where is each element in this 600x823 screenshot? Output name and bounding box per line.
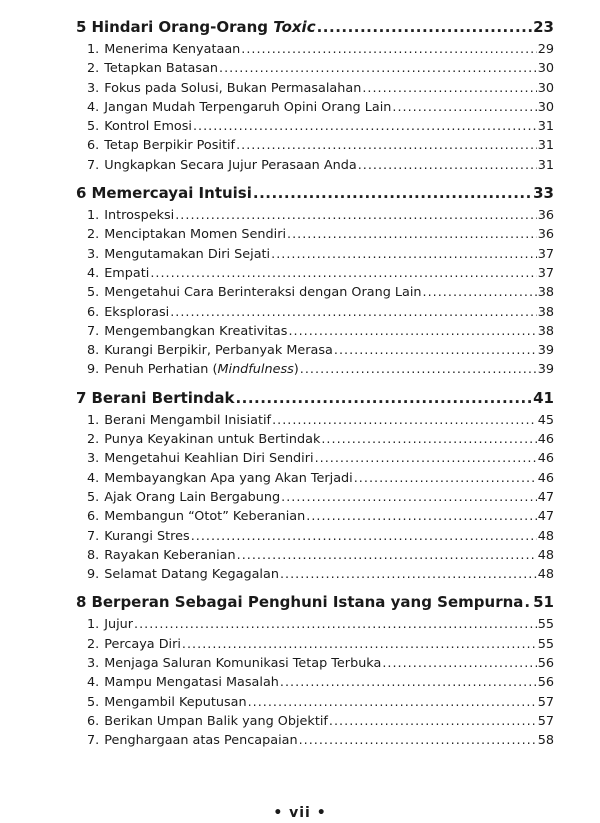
entry-page-number: 37 [537, 265, 554, 281]
entry-number: 5. [87, 285, 100, 301]
entry-title-text: Empati [104, 265, 150, 281]
chapter-number: 7 [76, 388, 87, 407]
entry-title-text: Ajak Orang Lain Bergabung [104, 489, 281, 505]
chapter-section [76, 15, 554, 175]
entry-title-text: Jujur [104, 617, 134, 633]
entry-page-number: 38 [537, 323, 554, 339]
chapter-number: 6 [76, 184, 87, 203]
entry-title [104, 712, 328, 731]
entry-page-number: 29 [537, 42, 554, 57]
dot-leader [334, 341, 537, 360]
dot-leader [329, 712, 537, 731]
toc-entry[interactable] [76, 430, 554, 449]
entry-page-number: 47 [537, 489, 554, 505]
entry-page-number: 56 [537, 675, 554, 691]
dot-leader [358, 156, 537, 175]
toc-entry[interactable] [76, 469, 554, 488]
chapter-number: 5 [76, 18, 87, 36]
dot-leader [392, 98, 536, 117]
toc-entry[interactable] [76, 283, 554, 302]
dot-leader [306, 507, 536, 526]
entry-number: 2. [87, 227, 100, 243]
chapter-section [76, 590, 554, 750]
toc-entry[interactable] [76, 411, 554, 430]
dot-leader [175, 206, 536, 225]
chapter-heading[interactable] [76, 590, 554, 615]
entry-title [104, 673, 279, 692]
entry-page-number: 37 [537, 246, 554, 262]
dot-leader [134, 615, 537, 634]
entry-number: 6. [87, 304, 100, 320]
entry-number: 4. [87, 99, 100, 115]
entry-title [104, 411, 271, 430]
chapter-title [91, 181, 251, 206]
entry-number: 8. [87, 547, 100, 563]
entry-page-number: 55 [537, 617, 554, 633]
toc-entry[interactable] [76, 206, 554, 225]
entry-title-text: Berani Mengambil Inisiatif [104, 412, 272, 428]
chapter-heading[interactable] [76, 386, 554, 411]
entry-page-number: 38 [537, 304, 554, 320]
entry-title-text: Membangun “Otot” Keberanian [104, 509, 306, 525]
toc-entry[interactable] [76, 635, 554, 654]
entry-number: 2. [87, 61, 100, 77]
entry-title [104, 615, 133, 634]
toc-entry[interactable] [76, 40, 554, 59]
entry-page-number: 31 [537, 138, 554, 154]
entry-title-text: Kurangi Stres [104, 528, 190, 544]
entry-page-number: 48 [537, 567, 554, 583]
toc-entry[interactable] [76, 245, 554, 264]
entry-title-text: Tetapkan Batasan [104, 61, 219, 77]
entry-title-text: Kontrol Emosi [104, 119, 192, 135]
entry-title-text: Mengambil Keputusan [104, 694, 247, 710]
toc-entry[interactable] [76, 117, 554, 136]
toc-entry[interactable] [76, 322, 554, 341]
entry-number: 4. [87, 265, 100, 281]
entry-title [104, 635, 181, 654]
dot-leader [193, 117, 537, 136]
entry-number: 1. [87, 412, 100, 428]
toc-entry[interactable] [76, 712, 554, 731]
entry-title [104, 565, 279, 584]
entry-page-number: 46 [537, 432, 554, 448]
entry-title-text: Fokus pada Solusi, Bukan Permasalahan [104, 80, 362, 96]
dot-leader [241, 40, 536, 59]
dot-leader [317, 15, 533, 40]
entry-number: 6. [87, 138, 100, 154]
entry-title [104, 488, 280, 507]
chapter-page-number: 51 [533, 593, 554, 612]
entry-number: 4. [87, 470, 100, 486]
entry-title-emphasis: Mindfulness [217, 362, 294, 378]
entry-title-text: Mengetahui Keahlian Diri Sendiri [104, 451, 314, 467]
entry-title-text: Kurangi Berpikir, Perbanyak Merasa [104, 343, 333, 359]
dot-leader [315, 449, 537, 468]
entry-number: 7. [87, 157, 100, 173]
entry-number: 7. [87, 733, 100, 749]
page-number-footer: • vii • [273, 805, 327, 821]
entry-title-text: Mengembangkan Kreativitas [104, 323, 288, 339]
entry-title-text: Selamat Datang Kegagalan [104, 567, 279, 583]
entry-number: 4. [87, 675, 100, 691]
entry-number: 3. [87, 656, 100, 672]
chapter-number: 8 [76, 593, 87, 612]
entry-title [104, 79, 361, 98]
entry-page-number: 57 [537, 713, 554, 729]
entry-title-text: Menjaga Saluran Komunikasi Tetap Terbuka [104, 656, 382, 672]
dot-leader [288, 322, 536, 341]
toc-entry[interactable] [76, 59, 554, 78]
entry-title-text: Mengetahui Cara Berinteraksi dengan Orang Lain [104, 285, 422, 301]
toc-entry[interactable] [76, 693, 554, 712]
entry-title-text: Punya Keyakinan untuk Bertindak [104, 432, 321, 448]
dot-leader [235, 386, 532, 411]
entry-title-text: Menerima Kenyataan [104, 42, 241, 57]
chapter-title [91, 386, 234, 411]
dot-leader [253, 181, 532, 206]
toc-entry[interactable] [76, 731, 554, 750]
entry-title [104, 507, 305, 526]
dot-leader [382, 654, 536, 673]
entry-title [104, 303, 169, 322]
chapter-title-text: Hindari Orang-Orang [91, 18, 269, 36]
chapter-heading[interactable] [76, 181, 554, 206]
entry-title [104, 156, 356, 175]
dot-leader [321, 430, 536, 449]
entry-title [104, 527, 190, 546]
dot-leader [150, 264, 536, 283]
chapter-section [76, 386, 554, 585]
entry-page-number: 45 [537, 412, 554, 428]
entry-title-text: Percaya Diri [104, 636, 181, 652]
entry-title [104, 693, 246, 712]
toc-entry[interactable] [76, 79, 554, 98]
chapter-title-text: Berperan Sebagai Penghuni Istana yang Sempurna [91, 593, 524, 612]
chapter-heading[interactable] [76, 15, 554, 40]
entry-title [104, 206, 174, 225]
entry-number: 3. [87, 246, 100, 262]
chapter-title [91, 15, 315, 40]
entry-title-text: Introspeksi [104, 208, 175, 224]
entry-title [104, 283, 421, 302]
entry-title [104, 654, 381, 673]
dot-leader [280, 565, 537, 584]
entry-page-number: 58 [537, 733, 554, 749]
chapter-page-number: 41 [533, 388, 554, 407]
entry-page-number: 30 [537, 61, 554, 77]
entry-number: 1. [87, 617, 100, 633]
dot-leader [423, 283, 537, 302]
entry-page-number: 48 [537, 547, 554, 563]
entry-title [104, 59, 218, 78]
dot-leader [362, 79, 536, 98]
entry-page-number: 30 [537, 80, 554, 96]
toc-entry[interactable] [76, 156, 554, 175]
entry-page-number: 31 [537, 157, 554, 173]
entry-page-number: 47 [537, 509, 554, 525]
chapter-title [91, 590, 523, 615]
entry-title [104, 341, 333, 360]
dot-leader [219, 59, 537, 78]
entry-title-text: Tetap Berpikir Positif [104, 138, 236, 154]
toc-entry[interactable] [76, 98, 554, 117]
toc-entry[interactable] [76, 225, 554, 244]
toc-entry[interactable] [76, 449, 554, 468]
chapter-section [76, 181, 554, 380]
toc-entry[interactable] [76, 546, 554, 565]
entry-title [104, 449, 313, 468]
entry-number: 2. [87, 432, 100, 448]
chapter-title-text: Memercayai Intuisi [91, 184, 252, 203]
toc-entry[interactable] [76, 654, 554, 673]
entry-number: 9. [87, 567, 100, 583]
entry-page-number: 48 [537, 528, 554, 544]
entry-number: 2. [87, 636, 100, 652]
dot-leader [281, 488, 537, 507]
entry-title [104, 136, 235, 155]
entry-title [104, 322, 287, 341]
entry-number: 3. [87, 80, 100, 96]
entry-page-number: 56 [537, 656, 554, 672]
dot-leader [299, 731, 537, 750]
toc-entry[interactable] [76, 264, 554, 283]
entry-number: 5. [87, 694, 100, 710]
dot-leader [170, 303, 536, 322]
entry-title [104, 98, 391, 117]
entry-title-text: Jangan Mudah Terpengaruh Opini Orang Lain [104, 99, 392, 115]
toc-entry[interactable] [76, 673, 554, 692]
entry-number: 3. [87, 451, 100, 467]
entry-page-number: 36 [537, 208, 554, 224]
entry-title [104, 264, 149, 283]
entry-title [104, 360, 299, 379]
entry-number: 8. [87, 343, 100, 359]
entry-number: 6. [87, 713, 100, 729]
entry-number: 1. [87, 208, 100, 224]
entry-title [104, 430, 320, 449]
dot-leader [237, 546, 537, 565]
dot-leader [271, 245, 537, 264]
entry-page-number: 31 [537, 119, 554, 135]
dot-leader [191, 527, 537, 546]
toc-entry[interactable] [76, 136, 554, 155]
chapter-title-emphasis: Toxic [273, 18, 316, 36]
dot-leader [280, 673, 537, 692]
dot-leader [182, 635, 537, 654]
entry-title-text: Membayangkan Apa yang Akan Terjadi [104, 470, 353, 486]
entry-number: 7. [87, 323, 100, 339]
entry-page-number: 38 [537, 285, 554, 301]
entry-title [104, 225, 286, 244]
entry-title-text: Penuh Perhatian ( [104, 362, 218, 378]
entry-page-number: 46 [537, 451, 554, 467]
entry-title-suffix: ) [293, 362, 299, 378]
entry-title [104, 117, 192, 136]
entry-number: 1. [87, 42, 100, 57]
entry-page-number: 30 [537, 99, 554, 115]
entry-page-number: 55 [537, 636, 554, 652]
toc-entry[interactable] [76, 527, 554, 546]
entry-title [104, 546, 235, 565]
entry-title-text: Penghargaan atas Pencapaian [104, 733, 298, 749]
entry-page-number: 39 [537, 343, 554, 359]
entry-number: 7. [87, 528, 100, 544]
table-of-contents [76, 15, 554, 757]
entry-title-text: Berikan Umpan Balik yang Objektif [104, 713, 328, 729]
entry-title [104, 245, 270, 264]
chapter-title-text: Berani Bertindak [91, 388, 235, 407]
entry-page-number: 57 [537, 694, 554, 710]
toc-entry[interactable] [76, 565, 554, 584]
toc-entry[interactable] [76, 360, 554, 379]
dot-leader [248, 693, 537, 712]
toc-entry[interactable] [76, 341, 554, 360]
toc-entry[interactable] [76, 303, 554, 322]
dot-leader [524, 590, 532, 615]
entry-number: 6. [87, 509, 100, 525]
dot-leader [236, 136, 537, 155]
dot-leader [354, 469, 537, 488]
chapter-page-number: 33 [533, 184, 554, 203]
entry-number: 5. [87, 119, 100, 135]
dot-leader [272, 411, 537, 430]
entry-title [104, 731, 297, 750]
dot-leader [287, 225, 537, 244]
entry-page-number: 39 [537, 362, 554, 378]
entry-number: 9. [87, 362, 100, 378]
entry-title-text: Mengutamakan Diri Sejati [104, 246, 271, 262]
entry-title [104, 40, 240, 59]
entry-title-text: Rayakan Keberanian [104, 547, 236, 563]
toc-entry[interactable] [76, 507, 554, 526]
entry-title-text: Eksplorasi [104, 304, 170, 320]
entry-title-text: Ungkapkan Secara Jujur Perasaan Anda [104, 157, 357, 173]
entry-page-number: 46 [537, 470, 554, 486]
entry-page-number: 36 [537, 227, 554, 243]
chapter-page-number: 23 [533, 18, 554, 36]
entry-number: 5. [87, 489, 100, 505]
entry-title-text: Menciptakan Momen Sendiri [104, 227, 287, 243]
entry-title [104, 469, 353, 488]
dot-leader [300, 360, 537, 379]
toc-entry[interactable] [76, 615, 554, 634]
entry-title-text: Mampu Mengatasi Masalah [104, 675, 279, 691]
toc-entry[interactable] [76, 488, 554, 507]
